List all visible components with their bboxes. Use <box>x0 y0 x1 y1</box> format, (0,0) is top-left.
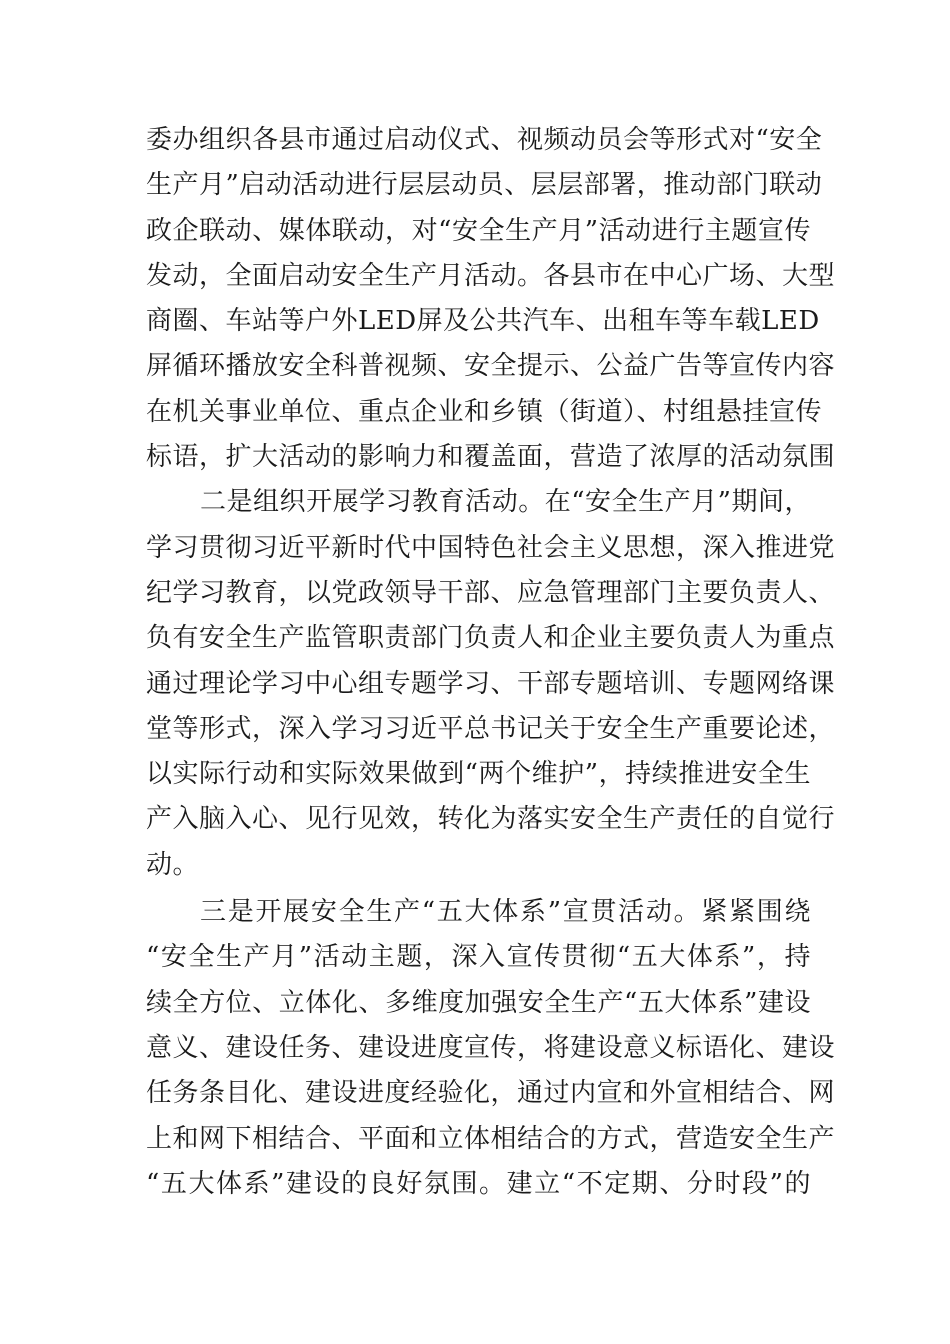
text-line: 商圈、车站等户外LED屏及公共汽车、出租车等车载LED <box>146 306 820 337</box>
text-line: 上和网下相结合、平面和立体相结合的方式，营造安全生产 <box>146 1123 836 1154</box>
text-line: 续全方位、立体化、多维度加强安全生产“五大体系”建设 <box>146 987 811 1018</box>
text-line: “安全生产月”活动主题，深入宣传贯彻“五大体系”，持 <box>146 942 811 973</box>
text-line: 以实际行动和实际效果做到“两个维护”，持续推进安全生 <box>146 759 811 790</box>
text-line: 标语，扩大活动的影响力和覆盖面，营造了浓厚的活动氛围 <box>146 442 836 473</box>
text-line: 委办组织各县市通过启动仪式、视频动员会等形式对“安全 <box>146 125 823 155</box>
text-line: “五大体系”建设的良好氛围。建立“不定期、分时段”的 <box>146 1168 811 1199</box>
text-line: 任务条目化、建设进度经验化，通过内宣和外宣相结合、网 <box>146 1078 836 1109</box>
text-line: 三是开展安全生产“五大体系”宣贯活动。紧紧围绕 <box>200 897 811 928</box>
text-line: 意义、建设任务、建设进度宣传，将建设意义标语化、建设 <box>146 1032 836 1063</box>
paragraph-1 <box>146 118 836 480</box>
text-line: 政企联动、媒体联动，对“安全生产月”活动进行主题宣传 <box>146 215 811 246</box>
text-line: 通过理论学习中心组专题学习、干部专题培训、专题网络课 <box>146 668 836 699</box>
text-line: 二是组织开展学习教育活动。在“安全生产月”期间， <box>200 487 811 518</box>
text-line: 负有安全生产监管职责部门负责人和企业主要负责人为重点 <box>146 623 836 654</box>
text-line: 纪学习教育，以党政领导干部、应急管理部门主要负责人、 <box>146 577 836 608</box>
text-line: 在机关事业单位、重点企业和乡镇（街道）、村组悬挂宣传 <box>146 396 823 427</box>
paragraph-2 <box>146 480 836 888</box>
text-line: 堂等形式，深入学习习近平总书记关于安全生产重要论述， <box>146 713 836 744</box>
paragraph-3 <box>146 890 836 1207</box>
text-line: 屏循环播放安全科普视频、安全提示、公益广告等宣传内容 <box>146 351 836 382</box>
text-line: 发动，全面启动安全生产月活动。各县市在中心广场、大型 <box>146 260 836 291</box>
text-line: 产入脑入心、见行见效，转化为落实安全生产责任的自觉行 <box>146 804 836 835</box>
text-line: 动。 <box>146 849 200 880</box>
text-line: 学习贯彻习近平新时代中国特色社会主义思想，深入推进党 <box>146 532 836 563</box>
body-text <box>146 118 836 1207</box>
text-line: 生产月”启动活动进行层层动员、层层部署，推动部门联动 <box>146 170 823 201</box>
